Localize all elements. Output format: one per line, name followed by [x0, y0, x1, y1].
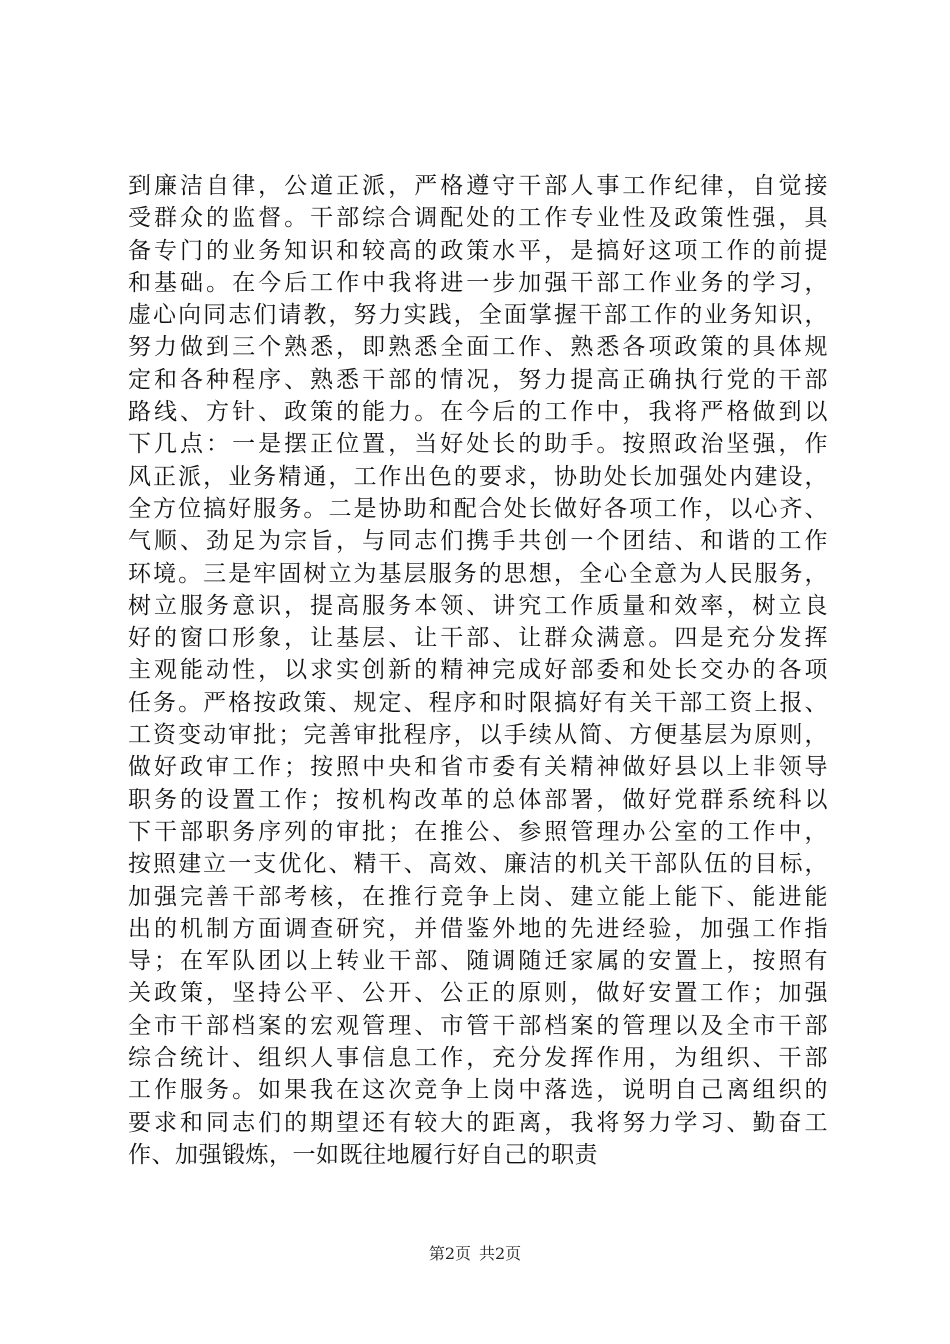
text-line: 按照建立一支优化、精干、高效、廉洁的机关干部队伍的目标，	[128, 851, 828, 878]
text-line: 受群众的监督。干部综合调配处的工作专业性及政策性强，具	[128, 205, 828, 232]
text-line: 到廉洁自律，公道正派，严格遵守干部人事工作纪律，自觉接	[128, 173, 828, 199]
text-line: 努力做到三个熟悉，即熟悉全面工作、熟悉各项政策的具体规	[128, 334, 828, 361]
text-line: 风正派，业务精通，工作出色的要求，协助处长加强处内建设，	[128, 463, 828, 490]
text-line: 全市干部档案的宏观管理、市管干部档案的管理以及全市干部	[128, 1012, 828, 1039]
text-line: 出的机制方面调查研究，并借鉴外地的先进经验，加强工作指	[128, 915, 828, 942]
text-line: 树立服务意识，提高服务本领、讲究工作质量和效率，树立良	[128, 592, 828, 619]
text-line: 好的窗口形象，让基层、让干部、让群众满意。四是充分发挥	[128, 625, 828, 652]
text-line: 定和各种程序、熟悉干部的情况，努力提高正确执行党的干部	[128, 366, 828, 393]
page-footer	[0, 1244, 950, 1264]
text-line: 全方位搞好服务。二是协助和配合处长做好各项工作，以心齐、	[128, 495, 828, 522]
text-line: 综合统计、组织人事信息工作，充分发挥作用，为组织、干部	[128, 1045, 828, 1072]
text-line: 要求和同志们的期望还有较大的距离，我将努力学习、勤奋工	[128, 1109, 828, 1136]
text-line: 导；在军队团以上转业干部、随调随迁家属的安置上，按照有	[128, 948, 828, 975]
text-line: 职务的设置工作；按机构改革的总体部署，做好党群系统科以	[128, 786, 828, 813]
text-line: 任务。严格按政策、规定、程序和时限搞好有关干部工资上报、	[128, 689, 828, 716]
text-line: 加强完善干部考核，在推行竞争上岗、建立能上能下、能进能	[128, 883, 828, 910]
body-text	[128, 170, 828, 1171]
text-line: 作、加强锻炼，一如既往地履行好自己的职责	[128, 1141, 598, 1168]
text-line: 备专门的业务知识和较高的政策水平，是搞好这项工作的前提	[128, 237, 828, 264]
text-line: 下几点：一是摆正位置，当好处长的助手。按照政治坚强，作	[128, 431, 828, 458]
text-line: 气顺、劲足为宗旨，与同志们携手共创一个团结、和谐的工作	[128, 528, 828, 555]
text-line: 主观能动性，以求实创新的精神完成好部委和处长交办的各项	[128, 657, 828, 684]
text-line: 工作服务。如果我在这次竞争上岗中落选，说明自己离组织的	[128, 1077, 828, 1104]
text-line: 做好政审工作；按照中央和省市委有关精神做好县以上非领导	[128, 754, 828, 781]
text-line: 路线、方针、政策的能力。在今后的工作中，我将严格做到以	[128, 399, 828, 426]
text-line: 下干部职务序列的审批；在推公、参照管理办公室的工作中，	[128, 818, 828, 845]
text-line: 环境。三是牢固树立为基层服务的思想，全心全意为人民服务，	[128, 560, 828, 587]
text-line: 和基础。在今后工作中我将进一步加强干部工作业务的学习，	[128, 269, 828, 296]
text-line: 工资变动审批；完善审批程序，以手续从简、方便基层为原则，	[128, 722, 828, 749]
page-total: 共2页	[479, 1244, 522, 1263]
page-number: 第2页	[428, 1244, 471, 1263]
text-line: 关政策，坚持公平、公开、公正的原则，做好安置工作；加强	[128, 980, 828, 1007]
text-line: 虚心向同志们请教，努力实践，全面掌握干部工作的业务知识，	[128, 302, 828, 329]
